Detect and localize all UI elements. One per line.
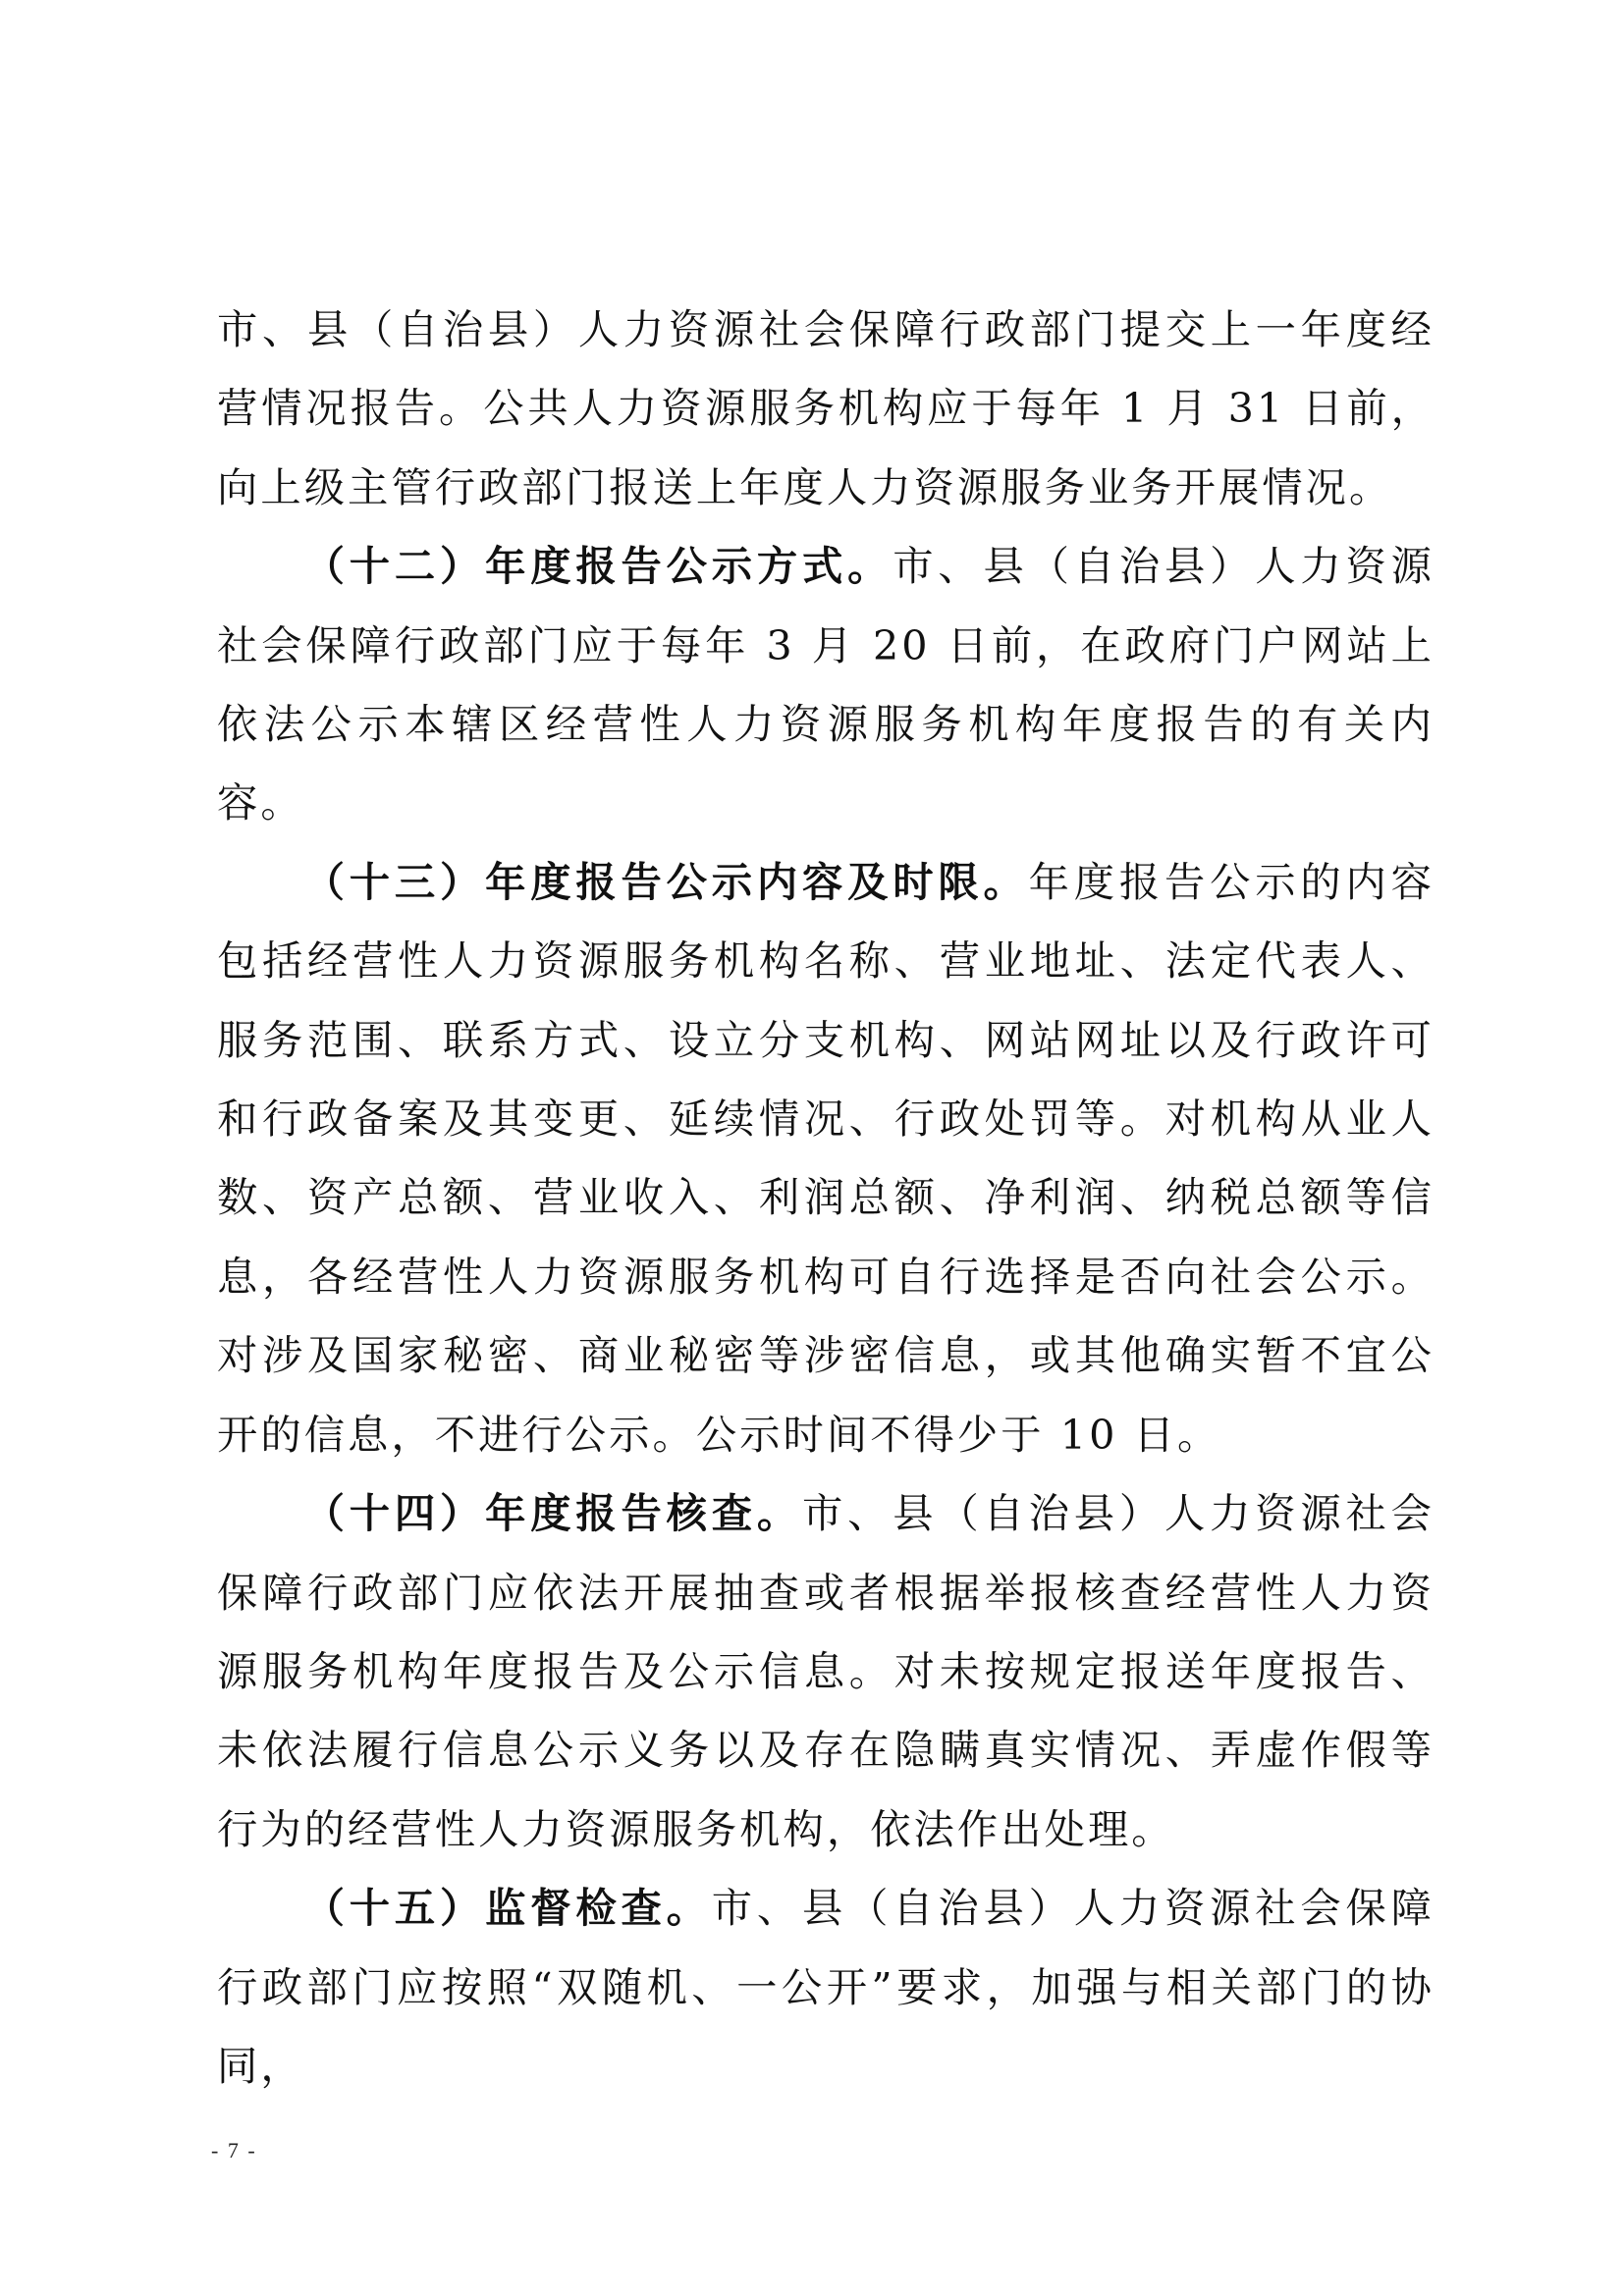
paragraph-text: 市、县（自治县）人力资源社会保障行政部门应按照“双随机、一公开”要求，加强与相关部门的协同， (217, 1885, 1435, 2090)
section-heading: （十二）年度报告公示方式。 (303, 542, 893, 591)
paragraph-continuation (217, 291, 1435, 527)
document-body (217, 291, 1435, 2106)
paragraph-section-12 (217, 527, 1435, 843)
paragraph-section-15 (217, 1869, 1435, 2106)
paragraph-section-13 (217, 843, 1435, 1474)
paragraph-text: 市、县（自治县）人力资源社会保障行政部门应于每年 3 月 20 日前，在政府门户网站上依法公示本辖区经营性人力资源服务机构年度报告的有关内容。 (217, 543, 1435, 828)
paragraph-text: 市、县（自治县）人力资源社会保障行政部门提交上一年度经营情况报告。公共人力资源服务机构应于每年 1 月 31 日前，向上级主管行政部门报送上年度人力资源服务业务开展情况。 (217, 306, 1435, 511)
paragraph-text: 年度报告公示的内容包括经营性人力资源服务机构名称、营业地址、法定代表人、服务范围、联系方式、设立分支机构、网站网址以及行政许可和行政备案及其变更、延续情况、行政处罚等。对机构从业人数、资产总额、营业收入、利润总额、净利润、纳税总额等信息，各经营性人力资源服务机构可自行选择是否向社会公示。对涉及国家秘密、商业秘密等涉密信息，或其他确实暂不宜公开的信息，不进行公示。公示时间不得少于 10 日。 (217, 858, 1435, 1459)
section-heading: （十五）监督检查。 (303, 1884, 712, 1933)
section-heading: （十三）年度报告公示内容及时限。 (303, 857, 1029, 906)
section-heading: （十四）年度报告核查。 (303, 1489, 802, 1538)
paragraph-text: 市、县（自治县）人力资源社会保障行政部门应依法开展抽查或者根据举报核查经营性人力资源服务机构年度报告及公示信息。对未按规定报送年度报告、未依法履行信息公示义务以及存在隐瞒真实情况、弄虚作假等行为的经营性人力资源服务机构，依法作出处理。 (217, 1490, 1435, 1853)
paragraph-section-14 (217, 1474, 1435, 1869)
page-number: - 7 - (211, 2138, 257, 2163)
